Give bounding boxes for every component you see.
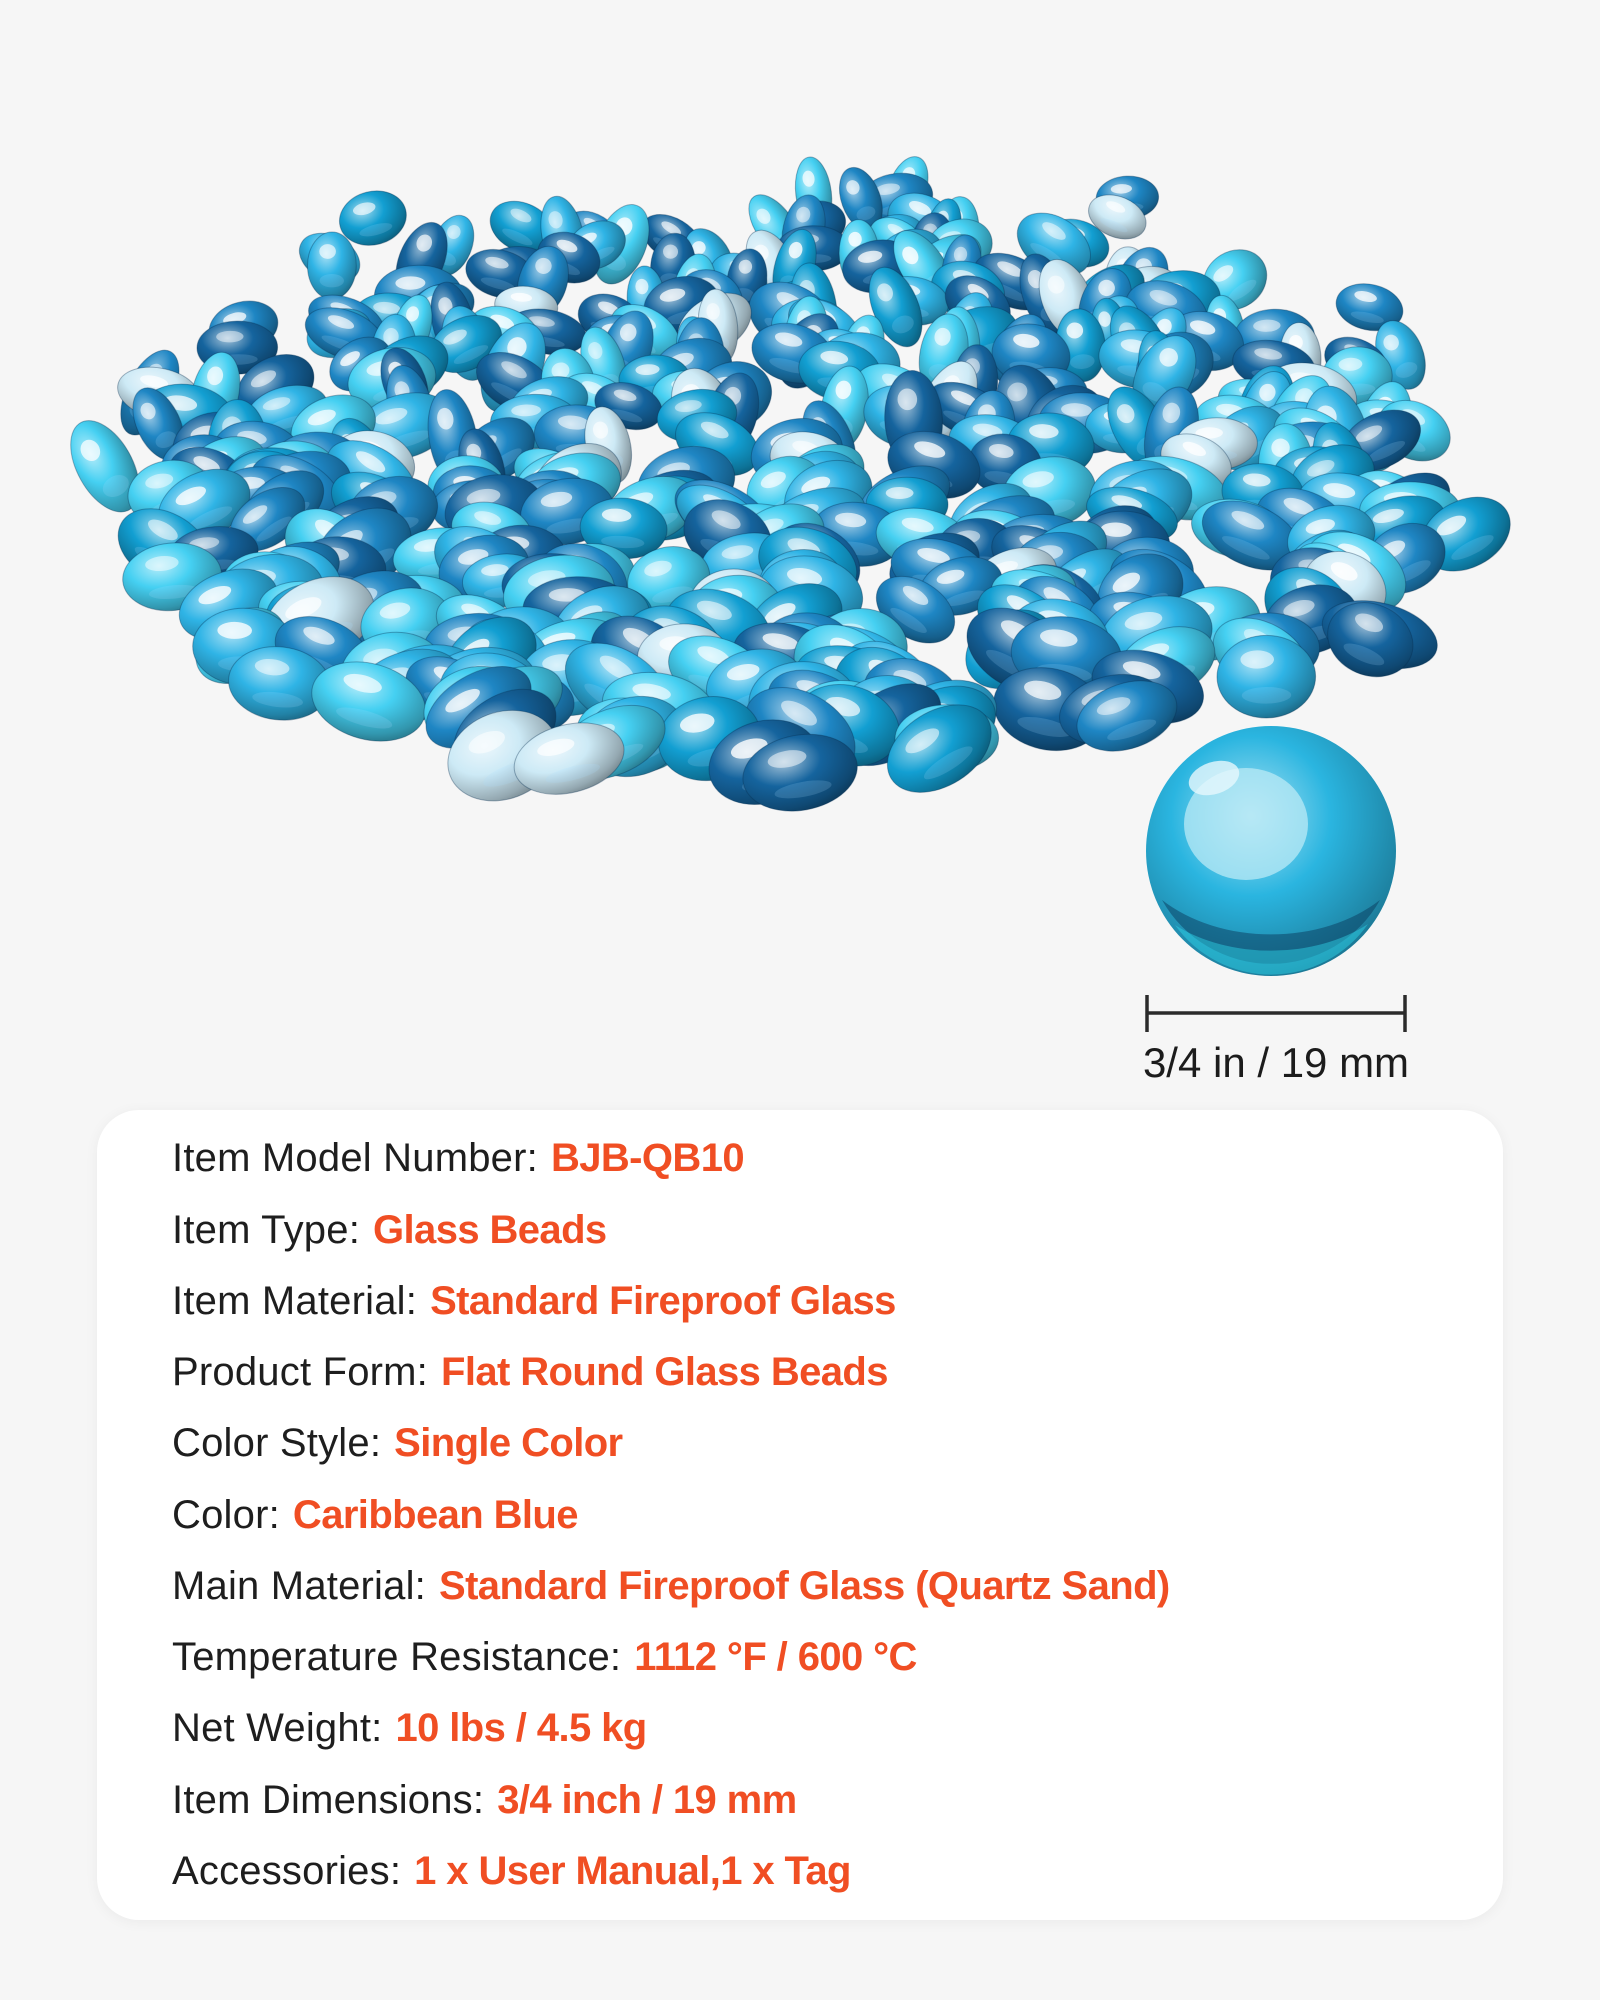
- spec-label: Temperature Resistance:: [172, 1635, 622, 1679]
- spec-value: Glass Beads: [373, 1207, 607, 1252]
- spec-row: [172, 1564, 1503, 1609]
- spec-value: 10 lbs / 4.5 kg: [395, 1706, 647, 1751]
- size-label: 3/4 in / 19 mm: [1142, 1039, 1410, 1086]
- spec-row: [172, 1279, 1503, 1324]
- measure-bracket: [1147, 995, 1405, 1032]
- spec-row: [172, 1706, 1503, 1751]
- bead-pile: [57, 151, 1523, 820]
- spec-value: Single Color: [394, 1421, 623, 1466]
- spec-row: [172, 1421, 1503, 1466]
- spec-label: Accessories:: [172, 1848, 402, 1893]
- spec-value: 1 x User Manual,1 x Tag: [414, 1848, 851, 1893]
- spec-value: Standard Fireproof Glass (Quartz Sand): [439, 1563, 1170, 1608]
- spec-row: [172, 1350, 1503, 1395]
- spec-row: [172, 1208, 1503, 1253]
- single-bead: [1146, 726, 1396, 976]
- spec-label: Net Weight:: [172, 1706, 383, 1751]
- spec-value: 1112 °F / 600 °C: [634, 1635, 917, 1679]
- spec-value: Flat Round Glass Beads: [441, 1350, 888, 1394]
- spec-value: 3/4 inch / 19 mm: [497, 1777, 797, 1822]
- spec-list: [97, 1110, 1503, 1920]
- spec-label: Item Dimensions:: [172, 1777, 485, 1822]
- spec-value: BJB-QB10: [550, 1136, 744, 1181]
- spec-label: Item Material:: [172, 1278, 418, 1323]
- spec-label: Product Form:: [172, 1350, 428, 1394]
- spec-row: [172, 1778, 1503, 1823]
- spec-label: Item Type:: [172, 1207, 361, 1252]
- spec-value: Caribbean Blue: [292, 1492, 578, 1537]
- spec-label: Main Material:: [172, 1563, 426, 1608]
- spec-label: Color Style:: [172, 1421, 382, 1466]
- spec-label: Item Model Number:: [172, 1136, 538, 1181]
- spec-row: [172, 1849, 1503, 1894]
- spec-row: [172, 1635, 1503, 1680]
- spec-label: Color:: [172, 1492, 280, 1537]
- spec-card: [97, 1110, 1503, 1920]
- spec-value: Standard Fireproof Glass: [430, 1278, 896, 1323]
- spec-row: [172, 1493, 1503, 1538]
- spec-row: [172, 1136, 1503, 1181]
